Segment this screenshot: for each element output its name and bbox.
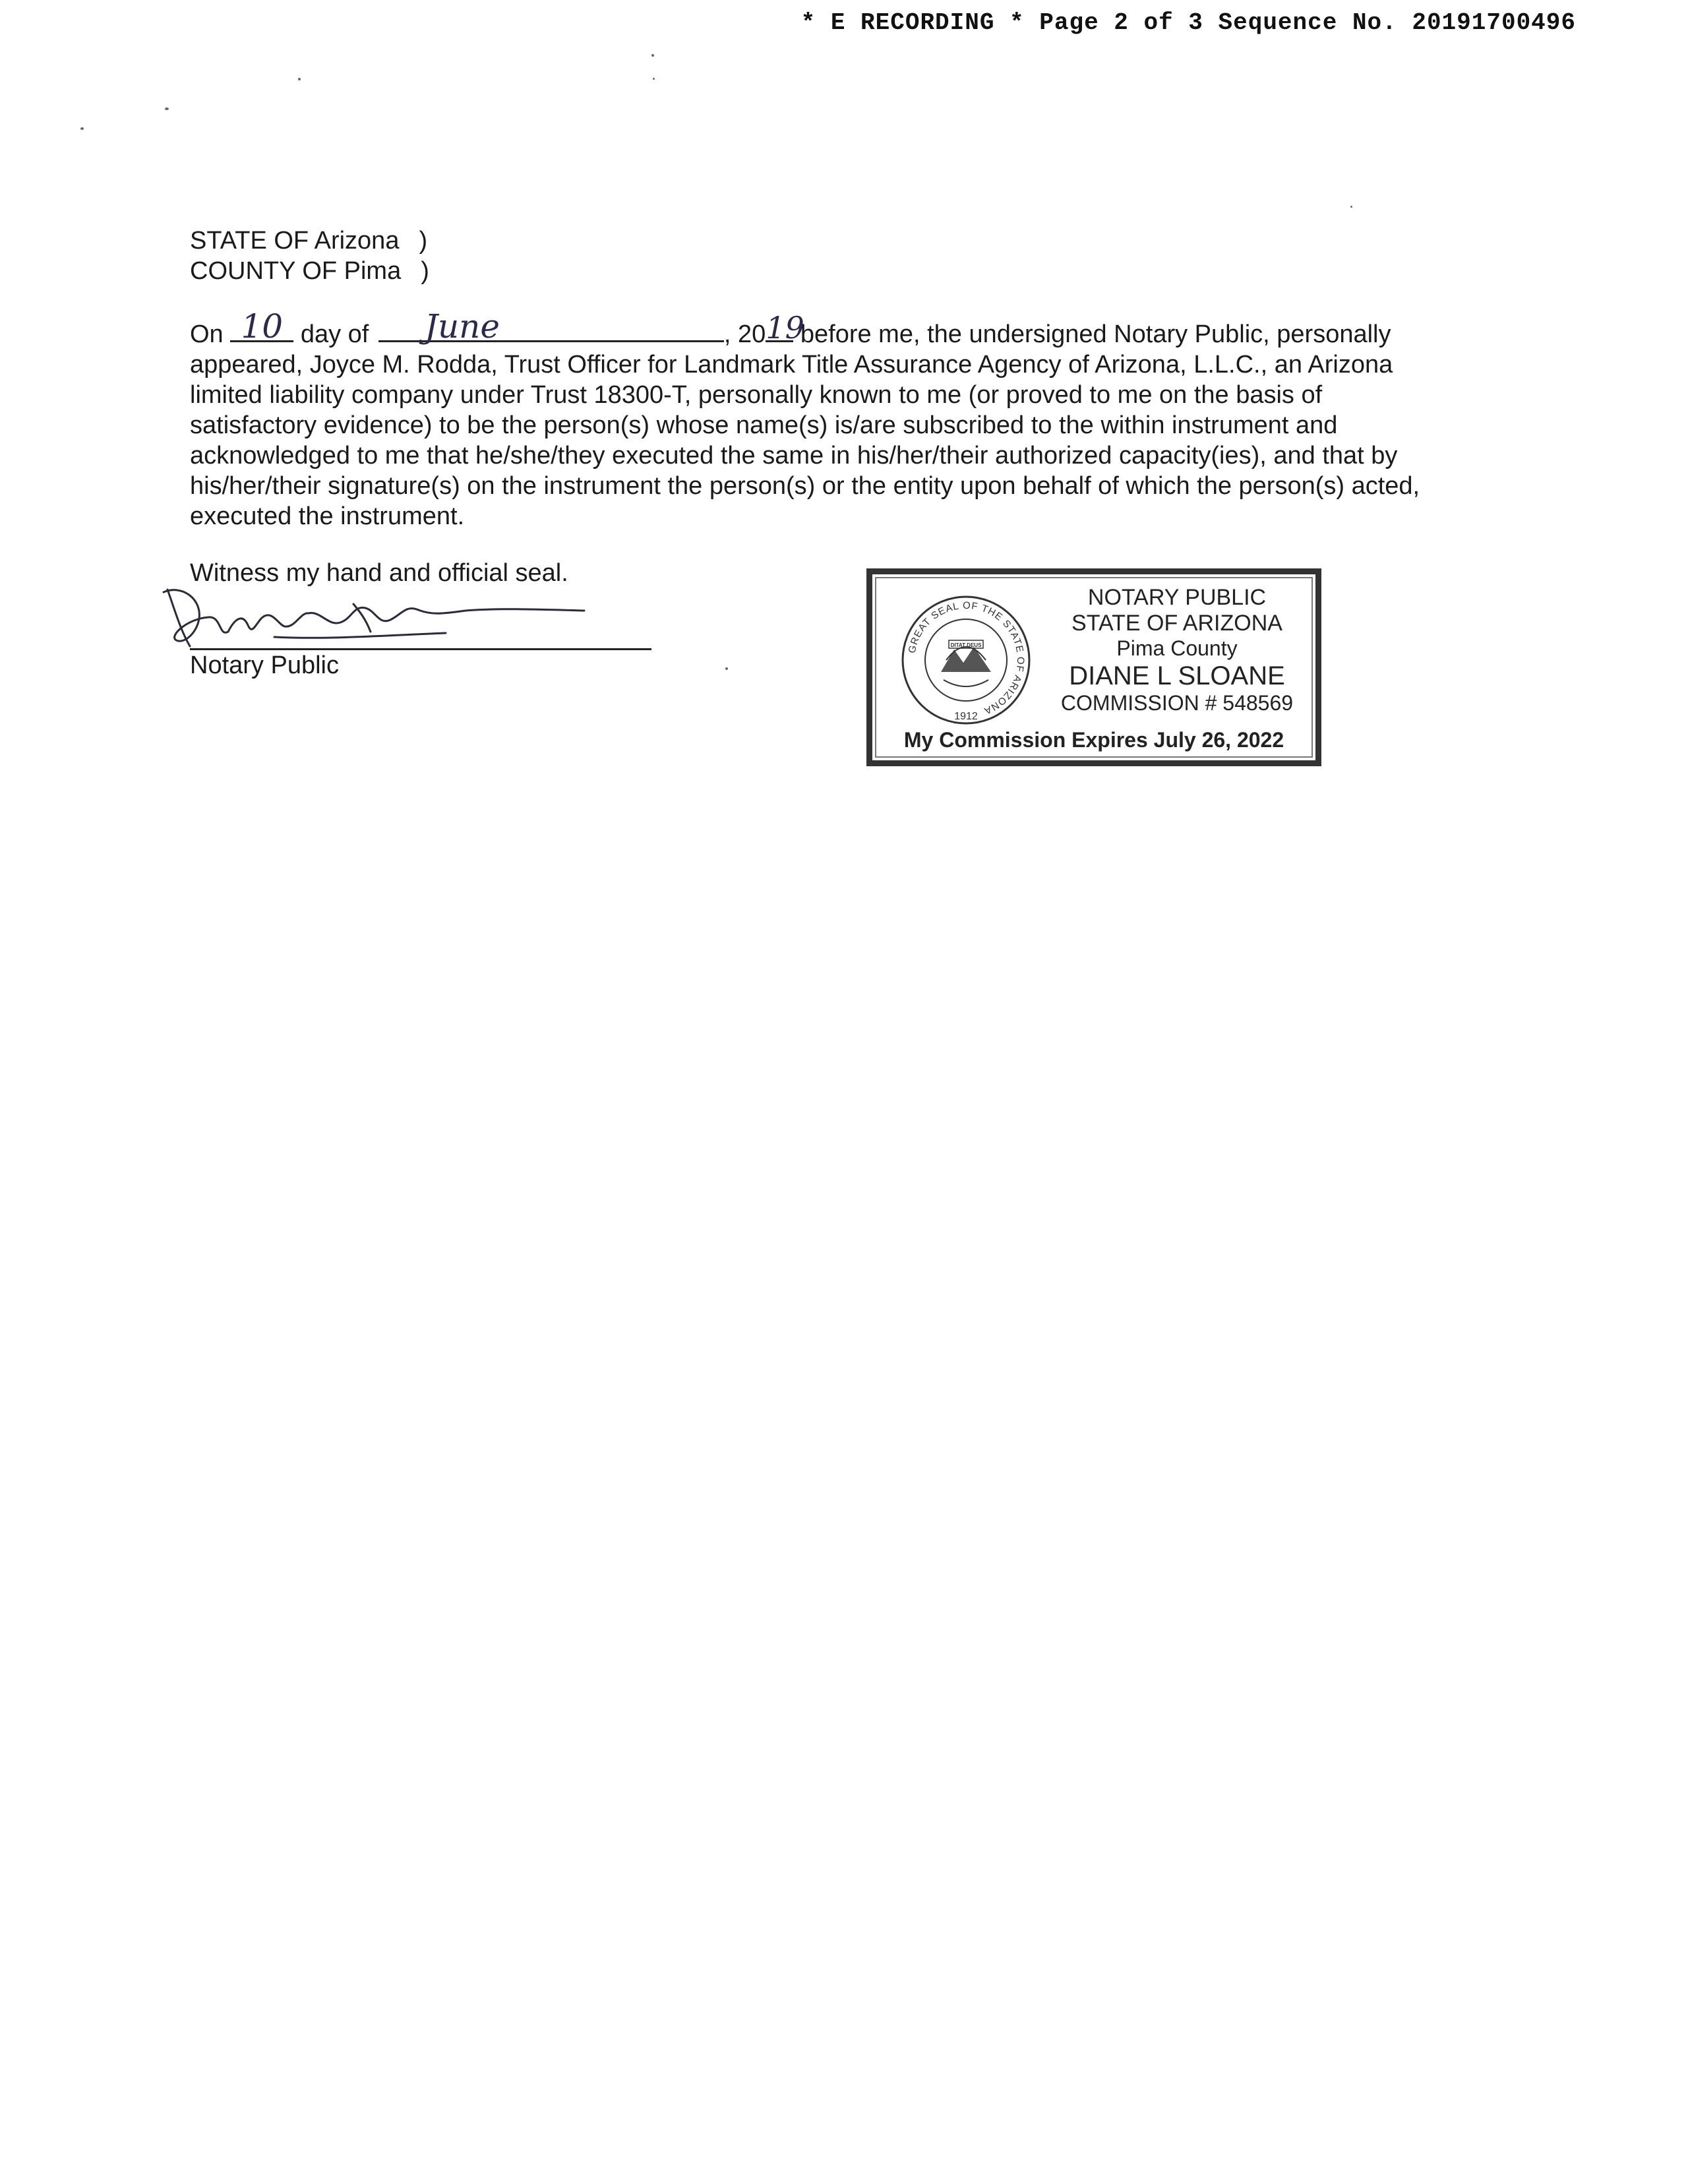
acknowledgment-line-6: his/her/their signature(s) on the instrument the person(s) or the entity upon behalf of which the person(s) acted,	[190, 472, 1420, 500]
scan-speck	[725, 667, 728, 670]
scan-speck	[1350, 206, 1352, 208]
venue-state	[190, 226, 429, 256]
stamp-line-5: COMMISSION # 548569	[1060, 690, 1294, 715]
stamp-line-3: Pima County	[1116, 636, 1238, 661]
seal-motto: DITAT DEUS	[950, 642, 982, 648]
scan-speck	[165, 107, 169, 110]
scan-speck	[80, 127, 84, 130]
venue-block	[190, 226, 429, 286]
stamp-line-4: DIANE L SLOANE	[1069, 661, 1285, 690]
stamp-line-2: STATE OF ARIZONA	[1071, 611, 1282, 636]
month-handwritten-value: June	[424, 307, 500, 346]
year-handwritten-value: 19	[766, 310, 804, 346]
witness-statement: Witness my hand and official seal.	[190, 559, 568, 587]
stamp-text-block	[1045, 585, 1309, 715]
notary-signature	[156, 579, 657, 652]
day-handwritten-value: 10	[241, 307, 284, 346]
venue-county	[190, 256, 429, 286]
acknowledgment-line-3: limited liability company under Trust 18300-T, personally known to me (or proved to me on the basis of	[190, 381, 1323, 409]
svg-text:GREAT SEAL OF THE STATE OF ARI	[907, 600, 1026, 717]
acknowledgment-line-7: executed the instrument.	[190, 502, 465, 530]
acknowledgment-line-2: appeared, Joyce M. Rodda, Trust Officer for Landmark Title Assurance Agency of Arizona, L.L.C., an Arizona	[190, 351, 1393, 379]
acknowledgment-paragraph	[190, 307, 1509, 531]
notary-stamp	[866, 568, 1321, 766]
scan-speck	[298, 78, 301, 80]
acknowledgment-line-1	[190, 307, 1509, 349]
day-of-label: day of	[300, 320, 369, 348]
stamp-line-1: NOTARY PUBLIC	[1087, 585, 1267, 610]
venue-state-label: STATE OF Arizona	[190, 227, 400, 255]
stamp-commission-expiry: My Commission Expires July 26, 2022	[903, 728, 1284, 752]
day-blank[interactable]	[230, 307, 293, 346]
year-blank[interactable]	[766, 310, 804, 346]
acknowledgment-line-4: satisfactory evidence) to be the person(s) whose name(s) is/are subscribed to the within instrument and	[190, 411, 1338, 439]
venue-county-label: COUNTY OF Pima	[190, 257, 402, 285]
on-label: On	[190, 320, 224, 348]
scan-speck	[651, 54, 654, 57]
signature-line	[190, 648, 651, 650]
acknowledgment-line-5: acknowledged to me that he/she/they executed the same in his/her/their authorized capacity(ies), and that by	[190, 442, 1398, 470]
month-blank[interactable]	[378, 307, 724, 346]
seal-year: 1912	[954, 711, 978, 722]
acknowledgment-line-1-tail: before me, the undersigned Notary Public, personally	[793, 320, 1391, 348]
scan-speck	[653, 78, 655, 80]
seal-ring-text: GREAT SEAL OF THE STATE OF ARIZONA	[906, 599, 1027, 717]
recording-header: * E RECORDING * Page 2 of 3 Sequence No. 20191700496	[800, 9, 1576, 36]
year-prefix: , 20	[723, 320, 766, 348]
venue-paren: )	[419, 227, 428, 255]
notary-public-label: Notary Public	[190, 652, 339, 679]
venue-paren: )	[421, 257, 429, 285]
arizona-seal-icon	[900, 594, 1032, 726]
